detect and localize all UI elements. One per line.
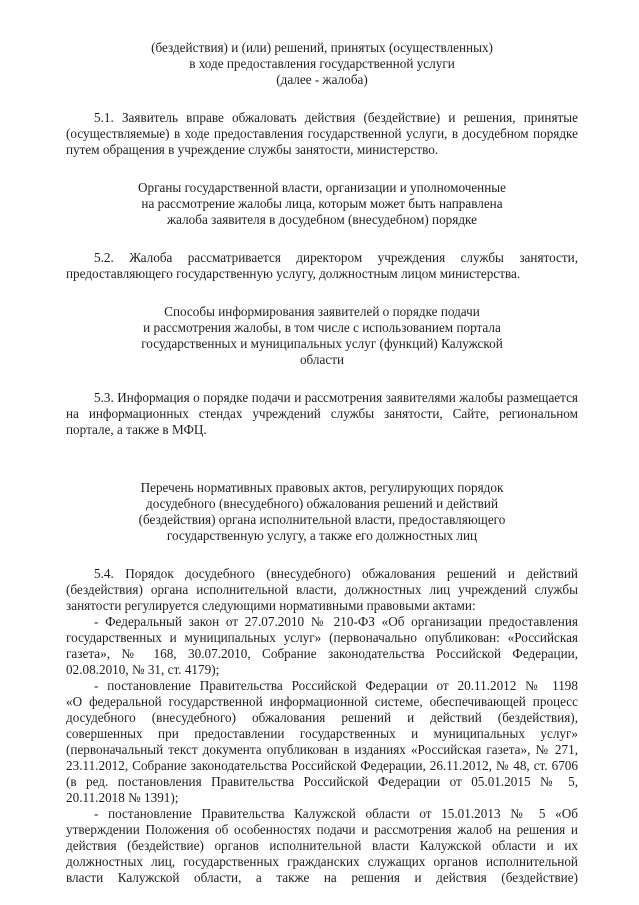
- paragraph-line: действия (бездействие) органов исполнительной власти Калужской области и их: [66, 838, 578, 853]
- paragraph-5-3: [66, 390, 578, 438]
- paragraph-line: (осуществляемые) в ходе предоставления государственной услуги, в досудебном порядке: [66, 126, 578, 141]
- paragraph-line: путем обращения в учреждение службы занятости, министерство.: [66, 142, 439, 157]
- heading-line: досудебного (внесудебного) обжалования решений и действий: [145, 496, 499, 511]
- paragraph-line: занятости регулируется следующими нормативными правовыми актами:: [66, 598, 476, 613]
- heading-line: (бездействия) и (или) решений, принятых (осуществленных): [151, 40, 493, 55]
- document-page: [66, 40, 578, 886]
- paragraph-line: «О федеральной государственной информационной системе, обеспечивающей процесс: [66, 694, 578, 709]
- heading-line: (бездействия) органа исполнительной власти, предоставляющего: [138, 512, 506, 527]
- heading-line: Органы государственной власти, организации и уполномоченные: [137, 180, 507, 195]
- paragraph-line: досудебного (внесудебного) обжалования решений и действий (бездействия),: [66, 710, 578, 725]
- heading-line: Способы информирования заявителей о порядке подачи: [164, 304, 480, 319]
- paragraph-line: 23.11.2012, Собрание законодательства Российской Федерации, 26.11.2012, № 48, ст. 6706: [66, 758, 578, 773]
- paragraph-line: 5.1. Заявитель вправе обжаловать действия (бездействие) и решения, принятые: [94, 110, 578, 125]
- list-item-kaluga-decree: [66, 806, 578, 886]
- paragraph-line: (бездействия) органа исполнительной власти, должностных лиц учреждений службы: [66, 582, 578, 597]
- paragraph-line: государственных и муниципальных услуг» (первоначально опубликован: «Российская: [66, 630, 578, 645]
- legal-acts-heading: [66, 480, 578, 544]
- info-methods-heading: [66, 304, 578, 368]
- paragraph-line: (первоначальный текст документа опубликован в изданиях «Российская газета», № 271,: [66, 742, 578, 757]
- heading-line: в ходе предоставления государственной услуги: [189, 56, 455, 71]
- heading-line: Перечень нормативных правовых актов, регулирующих порядок: [140, 480, 504, 495]
- paragraph-line: предоставляющего государственную услугу, должностным лицом министерства.: [66, 266, 521, 281]
- paragraph-line: должностных лиц, государственных гражданских служащих органов исполнительной: [66, 854, 578, 869]
- paragraph-5-2: [66, 250, 578, 282]
- paragraph-line: на информационных стендах учреждений службы занятости, Сайте, региональном: [66, 406, 578, 421]
- list-item-government-decree: [66, 678, 578, 806]
- paragraph-line: 20.11.2018 № 1391);: [66, 790, 179, 805]
- paragraph-5-1: [66, 110, 578, 158]
- paragraph-line: власти Калужской области, а также на решения и действия (бездействие): [66, 870, 578, 885]
- paragraph-5-4: [66, 566, 578, 614]
- paragraph-line: 5.4. Порядок досудебного (внесудебного) обжалования решений и действий: [94, 566, 578, 581]
- heading-line: государственных и муниципальных услуг (функций) Калужской: [141, 336, 503, 351]
- heading-line: и рассмотрения жалобы, в том числе с использованием портала: [143, 320, 501, 335]
- section-intro-heading: [66, 40, 578, 88]
- paragraph-line: 02.08.2010, № 31, ст. 4179);: [66, 662, 220, 677]
- paragraph-line: портале, а также в МФЦ.: [66, 422, 207, 437]
- heading-line: (далее - жалоба): [276, 72, 368, 87]
- paragraph-line: 5.2. Жалоба рассматривается директором учреждения службы занятости,: [94, 250, 578, 265]
- list-item-federal-law: [66, 614, 578, 678]
- paragraph-line: - постановление Правительства Российской Федерации от 20.11.2012 № 1198: [94, 678, 578, 693]
- paragraph-line: совершенных при предоставлении государственных и муниципальных услуг»: [66, 726, 578, 741]
- paragraph-line: (в ред. постановления Правительства Российской Федерации от 05.01.2015 № 5,: [66, 774, 578, 789]
- heading-line: государственную услугу, а также его должностных лиц: [166, 528, 478, 543]
- paragraph-line: 5.3. Информация о порядке подачи и рассмотрения заявителями жалобы размещается: [94, 390, 578, 405]
- heading-line: на рассмотрение жалобы лица, которым может быть направлена: [141, 196, 503, 211]
- paragraph-line: - постановление Правительства Калужской области от 15.01.2013 № 5 «Об: [94, 806, 578, 821]
- paragraph-line: утверждении Положения об особенностях подачи и рассмотрения жалоб на решения и: [66, 822, 578, 837]
- heading-line: жалоба заявителя в досудебном (внесудебном) порядке: [167, 212, 477, 227]
- organs-heading: [66, 180, 578, 228]
- heading-line: области: [299, 352, 345, 367]
- paragraph-line: газета», № 168, 30.07.2010, Собрание законодательства Российской Федерации,: [66, 646, 578, 661]
- paragraph-line: - Федеральный закон от 27.07.2010 № 210-ФЗ «Об организации предоставления: [94, 614, 578, 629]
